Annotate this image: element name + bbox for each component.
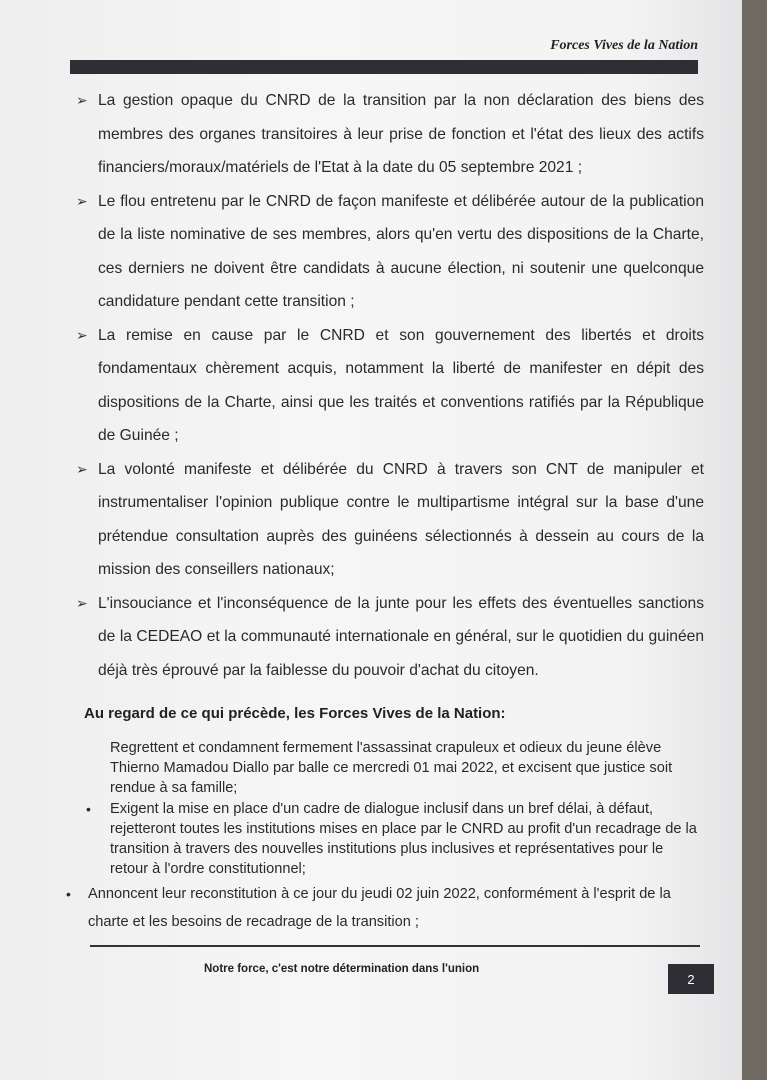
header-bar [70, 36, 698, 74]
bullet-list-item: • Annoncent leur reconstitution à ce jour du jeudi 02 juin 2022, conformément à l'esprit de la charte et les besoins de recadrage de la transition ; [74, 880, 704, 936]
arrow-bullet-icon: ➢ [76, 460, 88, 477]
arrow-bullet-icon: ➢ [76, 594, 88, 611]
arrow-bullet-icon: ➢ [76, 192, 88, 209]
arrow-list-item: ➢ L'insouciance et l'inconséquence de la junte pour les effets des éventuelles sanctions de la CEDEAO et la communauté internationale en général, sur le quotidien du guinéen déjà très éprouvé par la faiblesse du pouvoir d'achat du citoyen. [74, 587, 704, 688]
arrow-list-item: ➢ La volonté manifeste et délibérée du CNRD à travers son CNT de manipuler et instrumentaliser l'opinion publique contre le multipartisme intégral sur la base d'une prétendue consultation auprès des guinéens sélectionnés à dessein au cours de la mission des conseillers nationaux; [74, 453, 704, 587]
bullet-list-item: • Exigent la mise en place d'un cadre de dialogue inclusif dans un bref délai, à défaut, rejetteront toutes les institutions mises en place par le CNRD au profit d'un recadrage de la transition à travers des nouvelles institutions plus inclusives et représentatives pour le retour à l'ordre constitutionnel; [86, 801, 697, 877]
section-heading: Au regard de ce qui précède, les Forces Vives de la Nation: [84, 705, 506, 722]
header-title: Forces Vives de la Nation [550, 38, 698, 53]
bullet-dot-icon: • [66, 886, 71, 902]
footer-divider [90, 945, 700, 947]
document-body [66, 84, 704, 937]
arrow-bullet-icon: ➢ [76, 326, 88, 343]
bullet-list-item: Regrettent et condamnent fermement l'assassinat crapuleux et odieux du jeune élève Thierno Mamadou Diallo par balle ce mercredi 01 mai 2022, et excisent que justice soit rendue à sa famille; [110, 740, 673, 796]
bullet-dot-icon: • [86, 801, 91, 817]
page-number: 2 [668, 964, 714, 994]
arrow-list-item: ➢ Le flou entretenu par le CNRD de façon manifeste et délibérée autour de la publication de la liste nominative de ses membres, alors qu'en vertu des dispositions de la Charte, ces derniers ne doivent être candidats à aucune élection, ni soutenir une quelconque candidature pendant cette transition ; [74, 185, 704, 319]
arrow-list-item: ➢ La gestion opaque du CNRD de la transition par la non déclaration des biens des membres des organes transitoires à leur prise de fonction et l'état des lieux des actifs financiers/moraux/matériels de l'Etat à la date du 05 septembre 2021 ; [74, 84, 704, 185]
arrow-bullet-icon: ➢ [76, 92, 88, 108]
footer-motto: Notre force, c'est notre détermination dans l'union [204, 963, 480, 975]
bullet-list [66, 738, 704, 936]
arrow-list-item: ➢ La remise en cause par le CNRD et son gouvernement des libertés et droits fondamentaux chèrement acquis, notamment la liberté de manifester en dépit des dispositions de la Charte, ainsi que les traités et conventions ratifiés par la République de Guinée ; [74, 319, 704, 453]
